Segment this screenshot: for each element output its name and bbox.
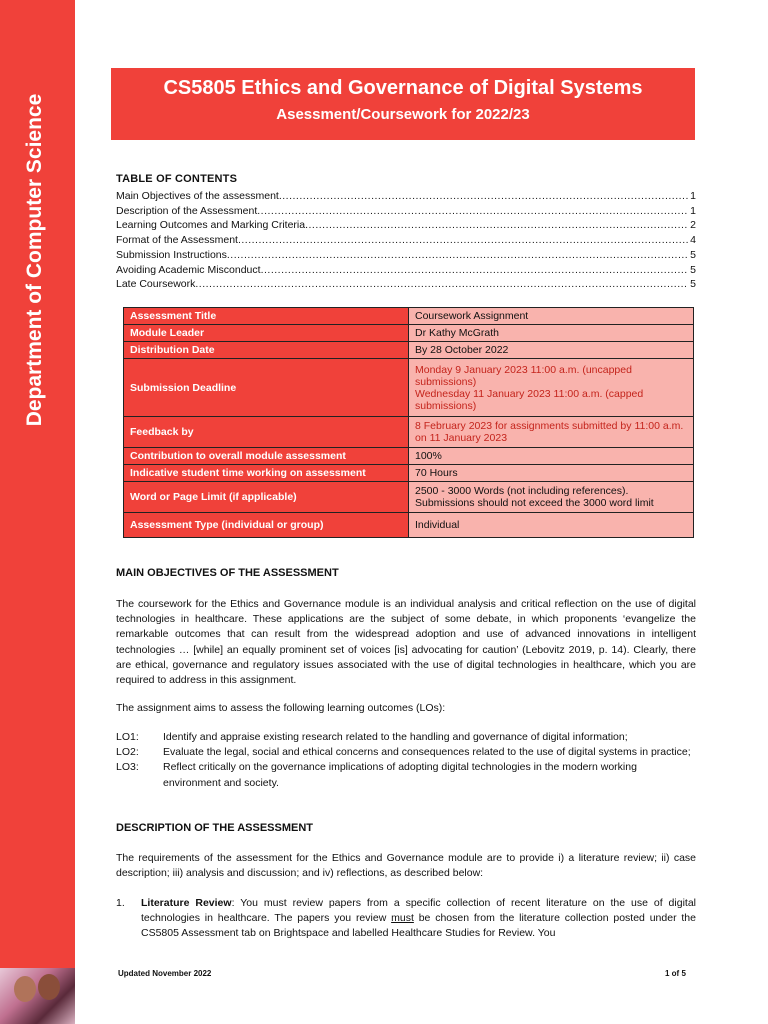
table-value: By 28 October 2022 [409,342,694,359]
learning-outcomes-list [116,730,696,791]
table-key: Word or Page Limit (if applicable) [124,482,409,513]
table-row [124,513,694,538]
list-item: LO1: Identify and appraise existing research related to the handling and governance of digital information; [116,731,628,743]
title-banner [111,68,695,140]
table-key: Indicative student time working on assessment [124,465,409,482]
table-key: Submission Deadline [124,359,409,417]
table-row [124,342,694,359]
table-value: Dr Kathy McGrath [409,325,694,342]
student-face [38,974,60,1000]
table-value: 8 February 2023 for assignments submitted by 11:00 a.m. on 11 January 2023 [409,417,694,448]
table-key: Contribution to overall module assessment [124,448,409,465]
page-number: 1 of 5 [665,969,686,978]
footer-updated: Updated November 2022 [118,969,212,978]
main-objectives-heading: MAIN OBJECTIVES OF THE ASSESSMENT [116,567,339,579]
toc-entry[interactable]: Main Objectives of the assessment ..... 1 [116,189,696,204]
table-value: 2500 - 3000 Words (not including references). Submissions should not exceed the 3000 word limit [409,482,694,513]
module-title: CS5805 Ethics and Governance of Digital Systems [163,77,643,99]
toc-entry[interactable]: Late Coursework ..... 5 [116,277,696,292]
main-objectives-paragraph: The coursework for the Ethics and Governance module is an individual analysis and critical reflection on the use of digital technologies in healthcare. These applications are the subject of some debate, in which proponents ‘evangelize the remarkable outcomes that can result from the widespread adoption and use of advanced innovations in intelligent technologies … [while] an equally prominent set of voices [is] advocating for caution’ (Lebovitz 2019, p. 14). Clearly, there are ethical, governance and regulatory issues associated with the use of digital technologies in healthcare, which you are required to address in this assignment. [116,598,696,687]
student-face [14,976,36,1002]
learning-outcomes-intro: The assignment aims to assess the following learning outcomes (LOs): [116,702,446,714]
table-row [124,465,694,482]
description-heading: DESCRIPTION OF THE ASSESSMENT [116,822,314,834]
list-item: LO2: Evaluate the legal, social and ethical concerns and consequences related to the use of digital systems in practice; [116,746,691,759]
table-key: Assessment Title [124,308,409,325]
list-item: LO3: Reflect critically on the governance implications of adopting digital technologies in the modern working environment and society. [116,761,637,789]
table-key: Distribution Date [124,342,409,359]
table-value: 100% [409,448,694,465]
table-value: Monday 9 January 2023 11:00 a.m. (uncapped submissions) Wednesday 11 January 2023 11:00 a.m. (capped submissions) [409,359,694,417]
table-row [124,417,694,448]
toc-entry[interactable]: Description of the Assessment ..... 1 [116,204,696,219]
students-photo [0,968,75,1024]
table-key: Feedback by [124,417,409,448]
toc-entry[interactable]: Learning Outcomes and Marking Criteria ..... 2 [116,218,696,233]
toc-entry[interactable]: Format of the Assessment ..... 4 [116,233,696,248]
toc-entry[interactable]: Submission Instructions ..... 5 [116,248,696,263]
module-subtitle: Asessment/Coursework for 2022/23 [276,106,530,123]
department-label: Department of Computer Science [23,93,46,427]
table-row [124,359,694,417]
table-row [124,325,694,342]
table-key: Module Leader [124,325,409,342]
table-key: Assessment Type (individual or group) [124,513,409,538]
description-paragraph: The requirements of the assessment for the Ethics and Governance module are to provide i) a literature review; ii) case description; iii) analysis and discussion; and iv) reflections, as described below: [116,852,696,880]
table-value: Coursework Assignment [409,308,694,325]
assessment-info-table [123,307,694,538]
literature-review-text: Literature Review: You must review papers from a specific collection of recent literature on the use of digital technologies in healthcare. The papers you review must be chosen from the literature collection posted under the CS5805 Assessment tab on Brightspace and labelled Healthcare Studies for Review. You [141,897,696,940]
table-value: 70 Hours [409,465,694,482]
table-row [124,308,694,325]
toc-heading: TABLE OF CONTENTS [116,173,238,185]
list-item: 1. Literature Review: You must review papers from a specific collection of recent literature on the use of digital technologies in healthcare. The papers you review must be chosen from the literature collection posted under the CS5805 Assessment tab on Brightspace and labelled Healthcare Studies for Review. You [116,896,696,942]
toc-entry[interactable]: Avoiding Academic Misconduct ..... 5 [116,263,696,278]
table-row [124,448,694,465]
table-row [124,482,694,513]
table-of-contents [116,189,696,292]
table-value: Individual [409,513,694,538]
